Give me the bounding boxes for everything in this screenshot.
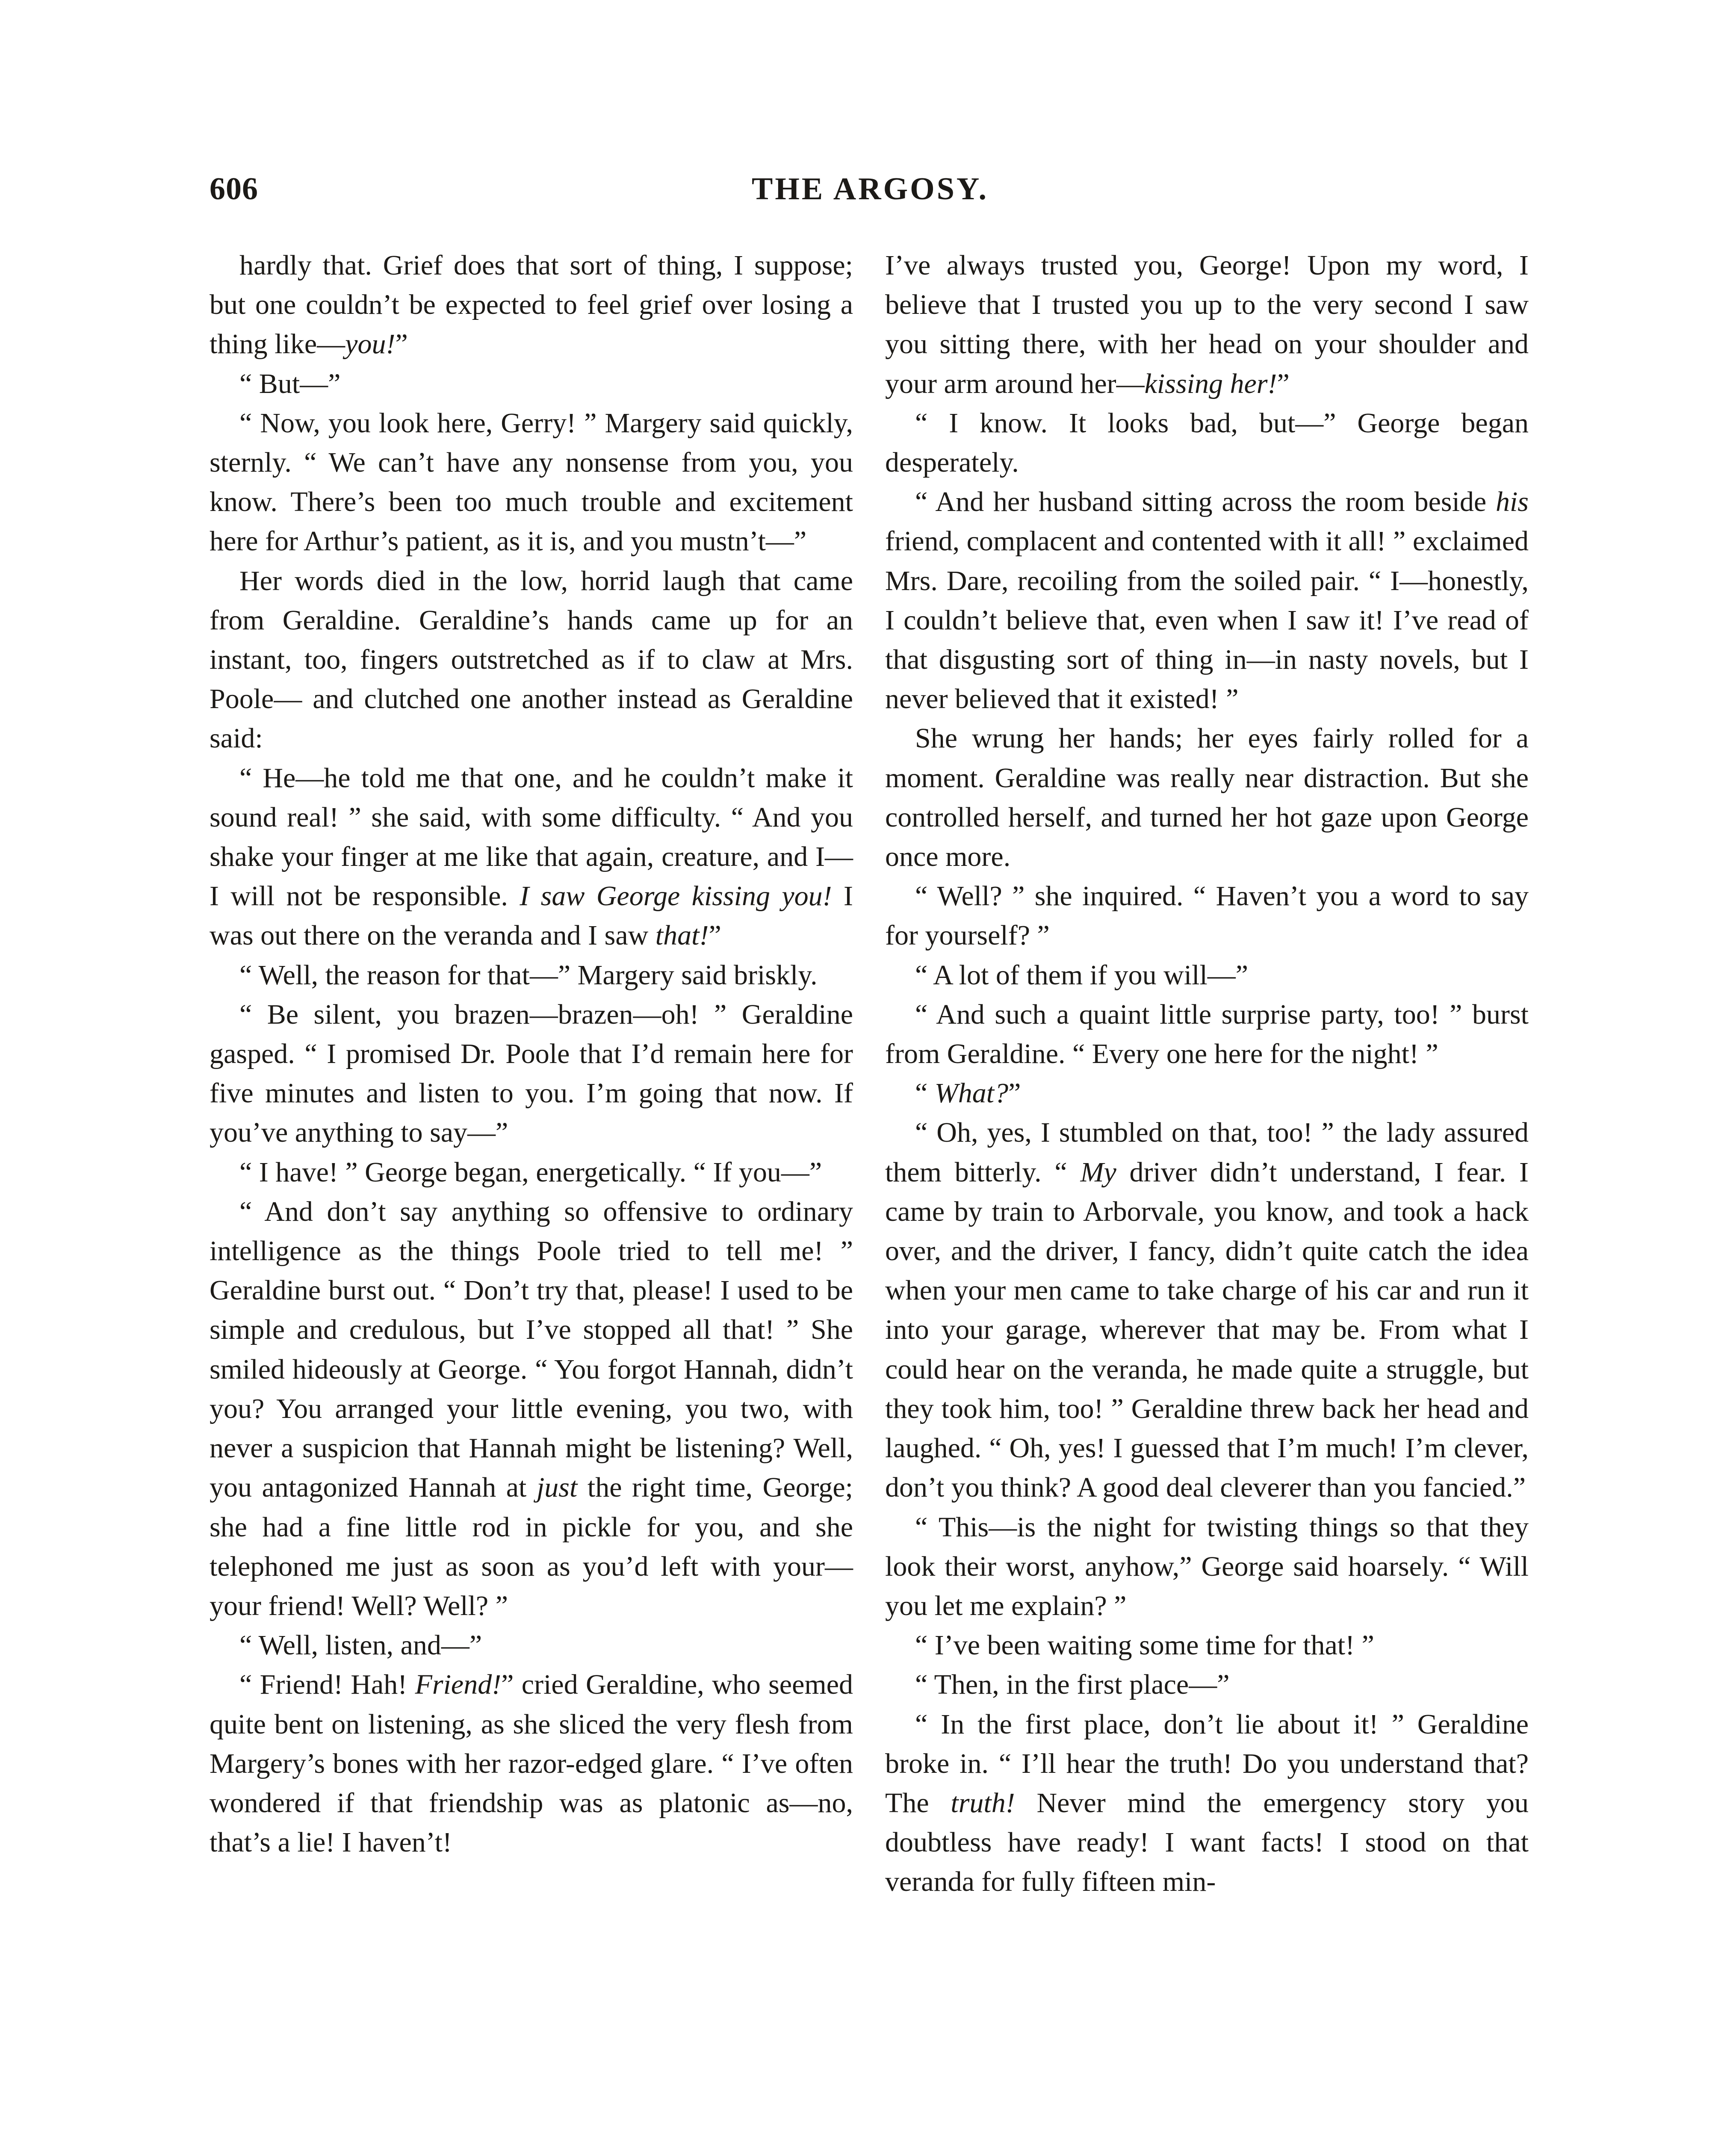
paragraph: “ I’ve been waiting some time for that! ” [915,1630,1374,1661]
running-head: THE ARGOSY. [752,171,989,207]
paragraph: “ He—he told me that one, and he couldn’t make it sound real! ” she said, with some difficulty. “ And you shake your finger at me like that again, creature, and I— I will not be responsible. I saw George kissing you! I was out there on the veranda and I saw that!” [210,762,853,951]
page-number: 606 [210,171,258,207]
paragraph: “ I have! ” George began, energetically. “ If you—” [239,1156,822,1188]
paragraph: “ Well, listen, and—” [239,1630,482,1661]
paragraph: “ Oh, yes, I stumbled on that, too! ” the lady assured them bitterly. “ My driver didn’t understand, I fear. I came by train to Arborvale, you know, and took a hack over, and the driver, I fancy, didn’t quite catch the idea when your men came to take charge of his car and run it into your garage, wherever that may be. From what I could hear on the veranda, he made quite a struggle, but they took him, too! ” Geraldine threw back her head and laughed. “ Oh, yes! I guessed that I’m much! I’m clever, don’t you think? A good deal cleverer than you fancied.” [885,1117,1529,1503]
paragraph: “ Then, in the first place—” [915,1669,1230,1701]
paragraph: “ Friend! Hah! Friend!” cried Geraldine, who seemed quite bent on listening, as she sliced the very flesh from Margery’s bones with her razor-edged glare. “ I’ve often wondered if that friendship was as platonic as—no, that’s a lie! I haven’t! [210,1669,853,1858]
text-column-left [210,246,853,1862]
paragraph: “ And such a quaint little surprise party, too! ” burst from Geraldine. “ Every one here for the night! ” [885,998,1529,1070]
paragraph: “ Well, the reason for that—” Margery said briskly. [239,959,818,991]
paragraph: “ A lot of them if you will—” [915,959,1249,991]
text-column-right [885,246,1529,1902]
paragraph: “ Well? ” she inquired. “ Haven’t you a word to say for yourself? ” [885,880,1529,951]
paragraph: “ This—is the night for twisting things so that they look their worst, anyhow,” George said hoarsely. “ Will you let me explain? ” [885,1511,1529,1621]
paragraph: She wrung her hands; her eyes fairly rolled for a moment. Geraldine was really near distraction. But she controlled herself, and turned her hot gaze upon George once more. [885,723,1529,873]
paragraph: “ But—” [239,368,341,399]
paragraph: I’ve always trusted you, George! Upon my word, I believe that I trusted you up to the very second I saw you sitting there, with her head on your shoulder and your arm around her—kissing her!” [885,250,1529,399]
paragraph: “ And her husband sitting across the room beside his friend, complacent and contented with it all! ” exclaimed Mrs. Dare, recoiling from the soiled pair. “ I—honestly, I couldn’t believe that, even when I saw it! I’ve read of that disgusting sort of thing in—in nasty novels, but I never believed that it existed! ” [885,486,1529,715]
paragraph: “ In the first place, don’t lie about it! ” Geraldine broke in. “ I’ll hear the truth! Do you understand that? The truth! Never mind the emergency story you doubtless have ready! I want facts! I stood on that veranda for fully fifteen min- [885,1708,1529,1898]
page-header [210,171,1531,218]
paragraph: “ I know. It looks bad, but—” George began desperately. [885,407,1529,478]
paragraph: “ What?” [915,1078,1021,1109]
paragraph: “ Now, you look here, Gerry! ” Margery said quickly, sternly. “ We can’t have any nonsense from you, you know. There’s been too much trouble and excitement here for Arthur’s patient, as it is, and you mustn’t—” [210,407,853,557]
paragraph: “ And don’t say anything so offensive to ordinary intelligence as the things Poole tried to tell me! ” Geraldine burst out. “ Don’t try that, please! I used to be simple and credulous, but I’ve stopped all that! ” She smiled hideously at George. “ You forgot Hannah, didn’t you? You arranged your little evening, you two, with never a suspicion that Hannah might be listening? Well, you antagonized Hannah at just the right time, George; she had a fine little rod in pickle for you, and she telephoned me just as soon as you’d left with your—your friend! Well? Well? ” [210,1196,853,1621]
paragraph: “ Be silent, you brazen—brazen—oh! ” Geraldine gasped. “ I promised Dr. Poole that I’d remain here for five minutes and listen to you. I’m going that now. If you’ve anything to say—” [210,998,853,1149]
paragraph: Her words died in the low, horrid laugh that came from Geraldine. Geraldine’s hands came up for an instant, too, fingers outstretched as if to claw at Mrs. Poole— and clutched one another instead as Geraldine said: [210,565,853,754]
paragraph: hardly that. Grief does that sort of thing, I suppose; but one couldn’t be expected to feel grief over losing a thing like—you!” [210,250,853,360]
